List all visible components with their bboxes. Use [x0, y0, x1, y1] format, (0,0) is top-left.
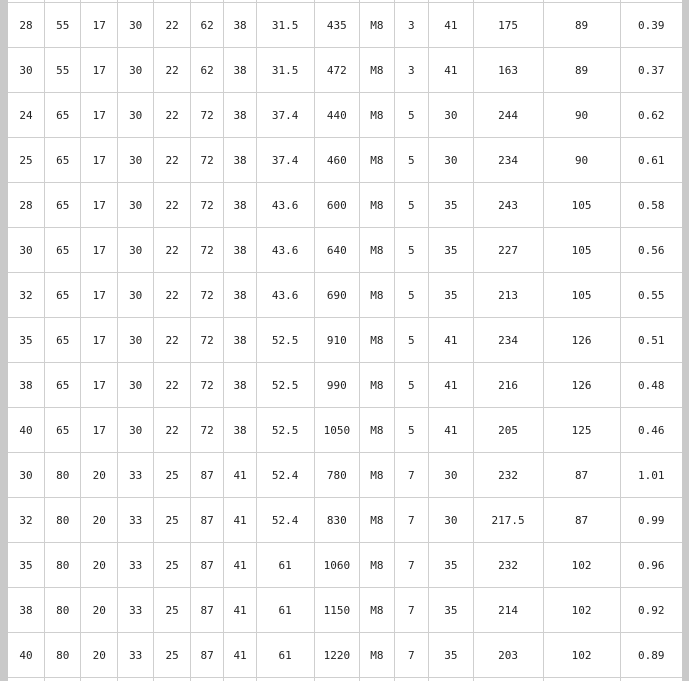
- table-cell: 25: [154, 543, 190, 588]
- table-cell: 35: [8, 318, 44, 363]
- table-cell: 17: [81, 408, 117, 453]
- table-cell: 3: [394, 3, 428, 48]
- table-cell: 214: [473, 588, 543, 633]
- table-cell: 35: [429, 633, 474, 678]
- table-cell-empty: [224, 678, 256, 681]
- table-cell: M8: [360, 318, 394, 363]
- table-cell: 1050: [314, 408, 360, 453]
- table-cell: M8: [360, 408, 394, 453]
- table-cell: 61: [256, 588, 314, 633]
- table-cell: 227: [473, 228, 543, 273]
- table-cell: 1060: [314, 543, 360, 588]
- table-cell: 24: [8, 93, 44, 138]
- table-cell-empty: [117, 678, 153, 681]
- table-cell: 7: [394, 588, 428, 633]
- table-cell: 72: [190, 138, 223, 183]
- table-cell: 30: [117, 318, 153, 363]
- table-cell: M8: [360, 48, 394, 93]
- table-cell: 72: [190, 183, 223, 228]
- table-cell: 17: [81, 138, 117, 183]
- table-cell: 38: [8, 363, 44, 408]
- table-cell: 17: [81, 183, 117, 228]
- table-cell: 0.96: [620, 543, 682, 588]
- table-cell: M8: [360, 183, 394, 228]
- table-cell: 30: [117, 408, 153, 453]
- table-cell: 40: [8, 633, 44, 678]
- table-cell: 5: [394, 318, 428, 363]
- table-cell: 640: [314, 228, 360, 273]
- table-cell: 0.58: [620, 183, 682, 228]
- table-cell: 35: [429, 183, 474, 228]
- table-cell: M8: [360, 363, 394, 408]
- table-cell: 31.5: [256, 48, 314, 93]
- table-cell: 0.61: [620, 138, 682, 183]
- table-cell: 65: [44, 93, 80, 138]
- table-cell: 55: [44, 48, 80, 93]
- table-cell: 28: [8, 3, 44, 48]
- table-cell: 0.99: [620, 498, 682, 543]
- table-cell: M8: [360, 273, 394, 318]
- table-cell: 41: [224, 543, 256, 588]
- table-cell: 52.4: [256, 453, 314, 498]
- table-row: [8, 3, 682, 48]
- table-cell: 80: [44, 498, 80, 543]
- table-cell: 17: [81, 93, 117, 138]
- table-cell: 460: [314, 138, 360, 183]
- table-cell-empty: [360, 678, 394, 681]
- table-cell: 30: [117, 183, 153, 228]
- table-cell: 43.6: [256, 183, 314, 228]
- table-cell: 61: [256, 543, 314, 588]
- table-cell: 5: [394, 363, 428, 408]
- table-cell: 20: [81, 633, 117, 678]
- table-cell: M8: [360, 633, 394, 678]
- table-cell: 17: [81, 318, 117, 363]
- table-row: [8, 543, 682, 588]
- table-cell: 30: [8, 453, 44, 498]
- table-cell: 440: [314, 93, 360, 138]
- table-cell: 0.46: [620, 408, 682, 453]
- table-cell: 43.6: [256, 273, 314, 318]
- table-cell: 232: [473, 543, 543, 588]
- table-cell: 65: [44, 318, 80, 363]
- table-cell: 30: [429, 498, 474, 543]
- table-cell: 38: [224, 273, 256, 318]
- table-cell: 33: [117, 498, 153, 543]
- table-cell: 17: [81, 228, 117, 273]
- table-cell-empty: [81, 678, 117, 681]
- table-row: [8, 48, 682, 93]
- table-cell: 41: [429, 3, 474, 48]
- document-sheet: [8, 0, 682, 681]
- table-cell-empty: [473, 678, 543, 681]
- table-cell: 35: [429, 273, 474, 318]
- table-cell: 780: [314, 453, 360, 498]
- table-cell: 65: [44, 273, 80, 318]
- table-cell: 102: [543, 543, 620, 588]
- table-cell: 33: [117, 633, 153, 678]
- table-cell: 5: [394, 228, 428, 273]
- table-cell: M8: [360, 588, 394, 633]
- table-cell: 80: [44, 588, 80, 633]
- table-cell-empty: [394, 678, 428, 681]
- table-cell: 213: [473, 273, 543, 318]
- table-cell: M8: [360, 543, 394, 588]
- table-cell: M8: [360, 138, 394, 183]
- table-cell: M8: [360, 228, 394, 273]
- spec-table: [8, 0, 682, 681]
- table-cell: 55: [44, 3, 80, 48]
- table-cell: 3: [394, 48, 428, 93]
- table-cell: M8: [360, 498, 394, 543]
- table-cell: 38: [8, 588, 44, 633]
- table-cell: 30: [117, 363, 153, 408]
- table-cell-empty: [543, 678, 620, 681]
- table-cell: 22: [154, 273, 190, 318]
- table-cell: 40: [8, 408, 44, 453]
- table-row: [8, 363, 682, 408]
- table-cell: 87: [543, 498, 620, 543]
- table-row: [8, 408, 682, 453]
- table-cell: 0.56: [620, 228, 682, 273]
- table-cell: 90: [543, 138, 620, 183]
- table-cell: 30: [8, 48, 44, 93]
- table-cell: 52.4: [256, 498, 314, 543]
- table-cell: 7: [394, 453, 428, 498]
- table-cell: 126: [543, 363, 620, 408]
- table-row: [8, 273, 682, 318]
- table-cell: 38: [224, 318, 256, 363]
- table-cell: 80: [44, 543, 80, 588]
- table-cell: 89: [543, 3, 620, 48]
- table-cell: 52.5: [256, 318, 314, 363]
- table-cell: 1220: [314, 633, 360, 678]
- table-row: [8, 93, 682, 138]
- table-cell: 38: [224, 408, 256, 453]
- table-cell: 0.55: [620, 273, 682, 318]
- table-cell: 1.01: [620, 453, 682, 498]
- table-cell: 0.37: [620, 48, 682, 93]
- table-cell: 72: [190, 408, 223, 453]
- table-cell: 0.62: [620, 93, 682, 138]
- table-cell: 7: [394, 543, 428, 588]
- table-cell: 30: [429, 93, 474, 138]
- table-cell: 35: [429, 543, 474, 588]
- table-cell: 38: [224, 363, 256, 408]
- table-cell: 33: [117, 543, 153, 588]
- table-cell: 38: [224, 183, 256, 228]
- table-cell: 35: [8, 543, 44, 588]
- table-cell: 30: [117, 138, 153, 183]
- table-cell: 126: [543, 318, 620, 363]
- table-cell: 87: [190, 498, 223, 543]
- table-cell: 38: [224, 138, 256, 183]
- table-cell: 35: [429, 588, 474, 633]
- table-cell: 30: [117, 93, 153, 138]
- table-cell: 41: [429, 363, 474, 408]
- table-cell: 17: [81, 363, 117, 408]
- table-cell: 163: [473, 48, 543, 93]
- table-cell: 41: [429, 48, 474, 93]
- table-cell: 232: [473, 453, 543, 498]
- table-cell: 89: [543, 48, 620, 93]
- table-cell: 20: [81, 498, 117, 543]
- table-cell: 30: [429, 138, 474, 183]
- table-row: [8, 633, 682, 678]
- table-cell: 38: [224, 48, 256, 93]
- table-cell: 41: [224, 633, 256, 678]
- table-cell: 7: [394, 633, 428, 678]
- table-cell: 22: [154, 363, 190, 408]
- table-row: [8, 138, 682, 183]
- table-cell: 22: [154, 48, 190, 93]
- table-cell: 30: [117, 3, 153, 48]
- table-cell: 910: [314, 318, 360, 363]
- table-cell: 0.48: [620, 363, 682, 408]
- table-cell: 90: [543, 93, 620, 138]
- table-cell: 5: [394, 138, 428, 183]
- table-cell: 62: [190, 48, 223, 93]
- table-cell: 20: [81, 453, 117, 498]
- table-cell: 243: [473, 183, 543, 228]
- table-cell: 175: [473, 3, 543, 48]
- table-cell-empty: [154, 678, 190, 681]
- table-cell: M8: [360, 3, 394, 48]
- table-cell: 65: [44, 408, 80, 453]
- table-cell: 38: [224, 93, 256, 138]
- table-cell-empty: [256, 678, 314, 681]
- table-cell: 72: [190, 318, 223, 363]
- table-cell-empty: [44, 678, 80, 681]
- table-cell: 22: [154, 3, 190, 48]
- table-cell: 33: [117, 453, 153, 498]
- table-cell: 102: [543, 588, 620, 633]
- table-cell: 32: [8, 498, 44, 543]
- table-cell: 65: [44, 138, 80, 183]
- table-cell: 5: [394, 183, 428, 228]
- table-cell: 33: [117, 588, 153, 633]
- table-cell: 41: [224, 453, 256, 498]
- table-cell: 105: [543, 228, 620, 273]
- table-cell: 87: [190, 543, 223, 588]
- table-cell: 30: [8, 228, 44, 273]
- table-cell: 61: [256, 633, 314, 678]
- table-cell: 38: [224, 3, 256, 48]
- table-cell: 41: [224, 498, 256, 543]
- table-cell: 30: [117, 48, 153, 93]
- table-cell: 41: [224, 588, 256, 633]
- table-cell: 990: [314, 363, 360, 408]
- table-cell: 203: [473, 633, 543, 678]
- table-cell: 472: [314, 48, 360, 93]
- table-cell-empty: [620, 678, 682, 681]
- table-cell: 20: [81, 543, 117, 588]
- table-cell-empty: [8, 678, 44, 681]
- table-cell: 25: [154, 453, 190, 498]
- table-cell: 17: [81, 273, 117, 318]
- table-cell: 25: [154, 498, 190, 543]
- table-cell: 38: [224, 228, 256, 273]
- table-cell: 31.5: [256, 3, 314, 48]
- table-cell: 80: [44, 453, 80, 498]
- table-cell: 62: [190, 3, 223, 48]
- table-cell: 205: [473, 408, 543, 453]
- table-cell: M8: [360, 453, 394, 498]
- table-cell: 87: [543, 453, 620, 498]
- table-cell: 35: [429, 228, 474, 273]
- table-cell: 234: [473, 318, 543, 363]
- table-cell: 105: [543, 273, 620, 318]
- table-cell: 72: [190, 93, 223, 138]
- table-cell: 20: [81, 588, 117, 633]
- table-cell: 25: [154, 588, 190, 633]
- table-row: [8, 183, 682, 228]
- table-cell: 5: [394, 273, 428, 318]
- table-row: [8, 453, 682, 498]
- table-row: [8, 498, 682, 543]
- table-cell: 244: [473, 93, 543, 138]
- table-cell: 30: [117, 228, 153, 273]
- table-cell: 216: [473, 363, 543, 408]
- table-cell: 72: [190, 228, 223, 273]
- table-cell: 37.4: [256, 93, 314, 138]
- table-cell: 87: [190, 453, 223, 498]
- table-cell: 52.5: [256, 363, 314, 408]
- table-cell: 600: [314, 183, 360, 228]
- table-cell: 5: [394, 408, 428, 453]
- table-row: [8, 228, 682, 273]
- table-cell: M8: [360, 93, 394, 138]
- table-cell-empty: [190, 678, 223, 681]
- table-cell: 41: [429, 408, 474, 453]
- table-cell: 22: [154, 228, 190, 273]
- table-cell: 5: [394, 93, 428, 138]
- table-cell: 102: [543, 633, 620, 678]
- table-cell: 234: [473, 138, 543, 183]
- table-cell: 80: [44, 633, 80, 678]
- table-cell: 43.6: [256, 228, 314, 273]
- table-cell: 1150: [314, 588, 360, 633]
- table-cell: 22: [154, 183, 190, 228]
- table-cell: 0.89: [620, 633, 682, 678]
- table-cell: 0.92: [620, 588, 682, 633]
- table-cell: 25: [154, 633, 190, 678]
- table-cell: 7: [394, 498, 428, 543]
- table-cell: 17: [81, 3, 117, 48]
- table-cell: 435: [314, 3, 360, 48]
- table-cell: 125: [543, 408, 620, 453]
- table-cell: 217.5: [473, 498, 543, 543]
- table-cell: 22: [154, 93, 190, 138]
- table-row: [8, 588, 682, 633]
- table-cell: 30: [429, 453, 474, 498]
- table-cell: 22: [154, 408, 190, 453]
- table-cell: 72: [190, 273, 223, 318]
- table-cell: 32: [8, 273, 44, 318]
- table-cell: 87: [190, 588, 223, 633]
- table-cell: 17: [81, 48, 117, 93]
- table-cell: 65: [44, 228, 80, 273]
- spec-table-body: [8, 0, 682, 681]
- table-cell: 0.51: [620, 318, 682, 363]
- table-cell: 41: [429, 318, 474, 363]
- table-cell: 105: [543, 183, 620, 228]
- table-cell: 25: [8, 138, 44, 183]
- table-cell: 65: [44, 183, 80, 228]
- table-cell-empty: [429, 678, 474, 681]
- table-cell: 30: [117, 273, 153, 318]
- table-cell: 37.4: [256, 138, 314, 183]
- table-cell: 22: [154, 318, 190, 363]
- table-row-clipped: [8, 678, 682, 681]
- table-cell: 690: [314, 273, 360, 318]
- table-cell: 72: [190, 363, 223, 408]
- table-cell: 87: [190, 633, 223, 678]
- table-cell: 28: [8, 183, 44, 228]
- table-cell: 22: [154, 138, 190, 183]
- table-cell: 65: [44, 363, 80, 408]
- table-cell: 52.5: [256, 408, 314, 453]
- table-cell: 830: [314, 498, 360, 543]
- table-cell: 0.39: [620, 3, 682, 48]
- table-row: [8, 318, 682, 363]
- table-cell-empty: [314, 678, 360, 681]
